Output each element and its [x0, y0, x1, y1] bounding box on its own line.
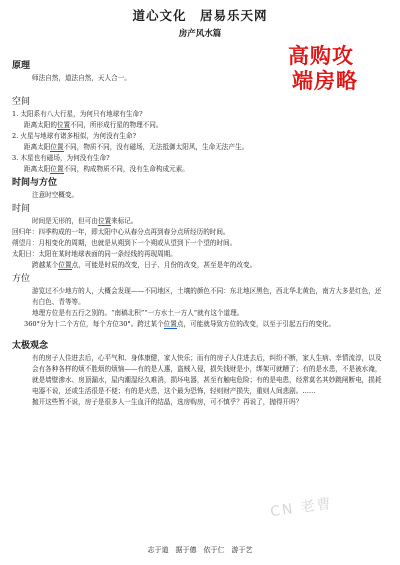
stamp-line-2: 端房略	[292, 69, 358, 93]
fangwei-l2: 地理方位是有五行之别的。“南稿北积”“一方水土一方人”就有这个道理。	[32, 309, 244, 317]
heading-kongjian: 空间	[12, 97, 31, 107]
kongjian-q3: 3. 木星也有磁场，为何没有生命?	[12, 154, 110, 162]
fangwei-l3: 360°分为十二个方位，每个方位30°。跨过某个位置点，可能就导致方位的改变，以至于引起五行的变化。	[24, 320, 336, 328]
page-title: 道心文化 居易乐天网	[132, 8, 268, 23]
heading-yuanli: 原理	[12, 61, 31, 71]
heading-shijian-fangwei: 时间与方位	[12, 178, 58, 188]
stamp-line-1: 高购攻	[288, 44, 354, 68]
shijian-l5: 跨越某个位置点，可能是时辰的改变，日子、月份的改变，甚至是年的改变。	[32, 261, 257, 269]
shijian-l4: 太阳日：太阳在某时地球表面的同一条经线的再现周期。	[12, 250, 177, 258]
taiji-l2: 抛开这些暂不说，房子是很多人一生血汗的结晶，选房购房，可不慎乎？再说了，抛得开吗？	[32, 398, 303, 406]
page-subtitle: 房产风水篇	[178, 29, 222, 39]
kongjian-a3: 距离太阳位置不同，构成物质不同，没有生命构成元素。	[24, 165, 189, 173]
watermark: CN 老曹	[269, 495, 334, 521]
kongjian-q2: 2. 火星与地球有诸多相似，为何没有生命?	[12, 132, 137, 140]
heading-fangwei: 方位	[12, 274, 31, 284]
shijian-fangwei-text: 注意时空概变。	[32, 191, 79, 199]
page-footer: 志于道 据于德 依于仁 游于艺	[147, 546, 253, 554]
taiji-l1: 有的房子人住进去后，心平气和、身体康健，家人快乐；而有的房子人住进去后，纠纷不断，家人生病、幸情流淳，以及会有各种各样的烦不胜烦的烦恼——有的是人惠，盗贼入侵，损失钱财是小，绑架可就糟了；有的是水患，不是被水淹，就是墙壁渗水、房顶漏水，屋内潮湿经久难消，损坏电器，甚至有触电危险；有的是电患，经常莫名其妙跳闸断电，损耗电器不说，还或生活很是不便；有的是火患，这个最为恐怖，轻则财产损失，重则人间悲剧。……	[32, 354, 382, 395]
fangwei-l1: 游览过不少地方的人，大概会发现——不同地区，土壤的颜色不同：东北地区黑色，西北华北黄色，南方大多是红色，还有白色、青等等。	[32, 287, 382, 306]
heading-shijian: 时间	[12, 204, 31, 214]
kongjian-q1: 1. 太阳系有八大行星，为何只有地球有生命?	[12, 110, 143, 118]
kongjian-a1: 距离太阳的位置不同，所形成行星的物理不同。	[24, 121, 163, 129]
body-main	[12, 94, 388, 408]
red-stamp-text	[288, 44, 392, 94]
shijian-l3: 朔望月：月相变化的周期，也就是从朔到下一个朔或从望到下一个望的时间。	[12, 239, 237, 247]
shijian-l1: 时间是无形的，但可由位置来标记。	[32, 217, 138, 225]
yuanli-text: 师法自然，道法自然，天人合一。	[32, 74, 131, 82]
shijian-l2: 回归年：四季构成的一年，即太阳中心从春分点再到春分点所经历的时间。	[12, 228, 230, 236]
body-upper	[12, 58, 292, 84]
kongjian-a2: 距离太阳位置不同，物质不同，没有磁场，无法抵御太阳风，生命无法产生。	[24, 143, 249, 151]
heading-taiji: 太极观念	[12, 341, 49, 351]
